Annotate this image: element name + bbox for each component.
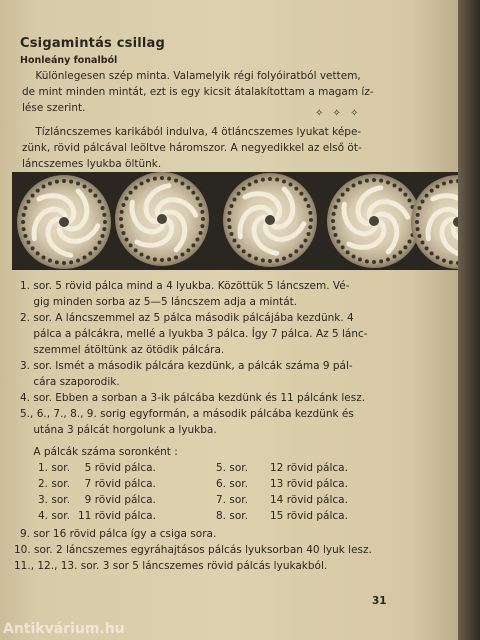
row-label: 7. sor. <box>216 494 248 506</box>
step-line: 10. sor. 2 láncszemes egyráhajtásos pálcás lyuksorban 40 lyuk lesz. <box>14 544 372 556</box>
row-value: 13 rövid pálca. <box>270 478 348 490</box>
step-line: 11., 12., 13. sor. 3 sor 5 láncszemes rövid pálcás lyukakból. <box>14 560 328 572</box>
row-label: 8. sor. <box>216 510 248 522</box>
step-line: szemmel átöltünk az ötödik pálcára. <box>20 344 225 356</box>
step-list <box>20 278 368 438</box>
step-line: cára szaporodik. <box>20 376 120 388</box>
step-line: pálca a pálcákra, mellé a lyukba 3 pálca. Így 7 pálca. Az 5 lánc- <box>20 328 368 340</box>
page-subtitle: Honleány fonalból <box>20 55 118 66</box>
watermark: Antikvárium.hu <box>3 621 125 637</box>
instruction-line: Tízláncszemes karikából indulva, 4 ötláncszemes lyukat képe- <box>22 126 362 138</box>
stitch-count-table <box>20 446 378 526</box>
lace-rosette <box>115 172 209 266</box>
row-label: 1. sor. <box>38 462 70 474</box>
instructions-paragraph <box>22 124 362 172</box>
row-label: 5. sor. <box>216 462 248 474</box>
lace-rosette <box>223 173 317 267</box>
row-value: 7 rövid pálca. <box>78 478 156 490</box>
final-steps <box>14 526 372 574</box>
intro-line: de mint minden mintát, ezt is egy kicsit átalakítottam a magam íz- <box>22 86 374 98</box>
page-number: 31 <box>372 595 387 607</box>
intro-paragraph <box>22 68 452 116</box>
table-row <box>38 462 378 478</box>
step-line: 1. sor. 5 rövid pálca mind a 4 lyukba. Közöttük 5 láncszem. Vé- <box>20 280 350 292</box>
book-spine-shadow <box>458 0 480 640</box>
instruction-line: zünk, rövid pálcával leöltve háromszor. A negyedikkel az első öt- <box>22 142 362 154</box>
step-line: 5., 6., 7., 8., 9. sorig egyformán, a második pálcába kezdünk és <box>20 408 354 420</box>
intro-line: lése szerint. <box>22 102 86 114</box>
page-title: Csigamintás csillag <box>20 36 166 51</box>
row-value: 11 rövid pálca. <box>78 510 156 522</box>
row-value: 12 rövid pálca. <box>270 462 348 474</box>
step-line: 4. sor. Ebben a sorban a 3-ik pálcába kezdünk és 11 pálcánk lesz. <box>20 392 366 404</box>
step-line: 2. sor. A láncszemmel az 5 pálca második pálcájába kezdünk. 4 <box>20 312 354 324</box>
row-label: 4. sor. <box>38 510 70 522</box>
intro-line: Különlegesen szép minta. Valamelyik régi folyóiratból vettem, <box>22 70 361 82</box>
section-divider-stars: ✧ ✧ ✧ <box>315 108 362 119</box>
step-line: utána 3 pálcát horgolunk a lyukba. <box>20 424 217 436</box>
row-value: 15 rövid pálca. <box>270 510 348 522</box>
step-line: 9. sor 16 rövid pálca így a csiga sora. <box>20 528 217 540</box>
row-value: 5 rövid pálca. <box>78 462 156 474</box>
crochet-rosettes-illustration <box>12 172 458 270</box>
table-heading: A pálcák száma soronként : <box>20 446 178 458</box>
lace-rosette <box>17 175 111 269</box>
row-value: 9 rövid pálca. <box>78 494 156 506</box>
instruction-line: láncszemes lyukba öltünk. <box>22 158 162 170</box>
row-label: 3. sor. <box>38 494 70 506</box>
table-row <box>38 494 378 510</box>
table-row <box>38 478 378 494</box>
row-label: 2. sor. <box>38 478 70 490</box>
row-value: 14 rövid pálca. <box>270 494 348 506</box>
step-line: 3. sor. Ismét a második pálcára kezdünk, a pálcák száma 9 pál- <box>20 360 353 372</box>
lace-rosette <box>327 174 421 268</box>
crochet-pattern-photo <box>12 172 458 270</box>
table-row <box>38 510 378 526</box>
row-label: 6. sor. <box>216 478 248 490</box>
step-line: gig minden sorba az 5—5 láncszem adja a mintát. <box>20 296 298 308</box>
